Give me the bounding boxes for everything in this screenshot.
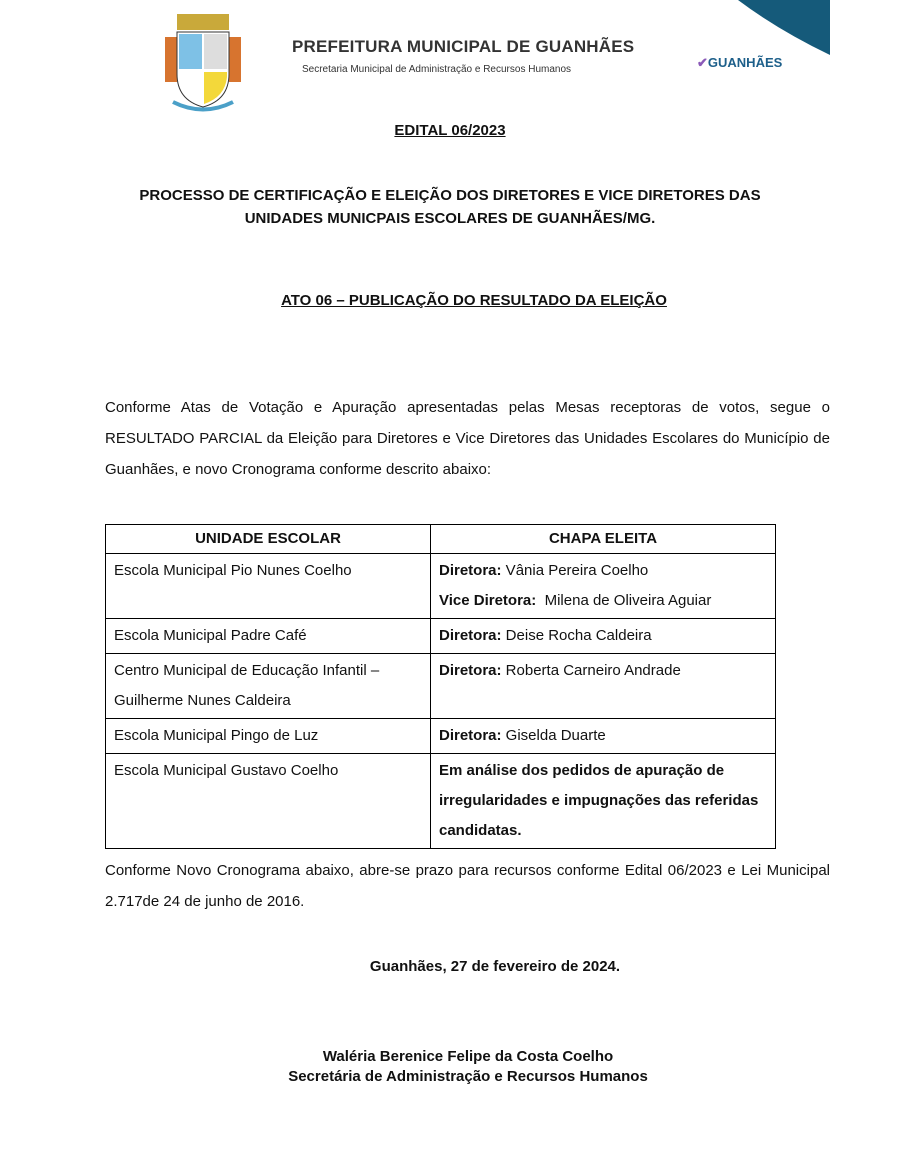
process-title-1: PROCESSO DE CERTIFICAÇÃO E ELEIÇÃO DOS DIRETORES E VICE DIRETORES DAS xyxy=(139,187,761,204)
process-title-2: UNIDADES MUNICPAIS ESCOLARES DE GUANHÃES/MG. xyxy=(244,210,656,227)
candidate-line xyxy=(439,621,767,651)
corner-decoration xyxy=(738,0,833,57)
elected-slate xyxy=(431,619,776,654)
candidate-line xyxy=(439,721,767,751)
ato-title: ATO 06 – PUBLICAÇÃO DO RESULTADO DA ELEIÇÃO xyxy=(281,292,667,309)
candidate-line xyxy=(439,586,767,616)
results-table xyxy=(105,524,776,849)
col-header: UNIDADE ESCOLAR xyxy=(106,525,431,554)
candidate-name: Roberta Carneiro Andrade xyxy=(501,662,681,679)
closing-paragraph: Conforme Novo Cronograma abaixo, abre-se prazo para recursos conforme Edital 06/2023 e Lei Municipal 2.717de 24 de junho de 2016. xyxy=(105,862,830,910)
school-unit: Centro Municipal de Educação Infantil – Guilherme Nunes Caldeira xyxy=(106,654,431,719)
table-row xyxy=(106,654,776,719)
signature-name: Waléria Berenice Felipe da Costa Coelho xyxy=(322,1048,614,1065)
intro-paragraph: Conforme Atas de Votação e Apuração apresentadas pelas Mesas receptoras de votos, segue o RESULTADO PARCIAL da Eleição para Diretores e Vice Diretores das Unidades Escolares do Município de Guanhães, e novo Cronograma conforme descrito abaixo: xyxy=(105,399,830,478)
candidate-name: Deise Rocha Caldeira xyxy=(501,627,652,644)
role-label: Diretora: xyxy=(439,562,502,579)
role-label: Diretora: xyxy=(439,627,502,644)
candidate-line xyxy=(439,656,767,686)
school-unit: Escola Municipal Pingo de Luz xyxy=(106,719,431,754)
school-unit: Escola Municipal Gustavo Coelho xyxy=(106,754,431,849)
role-label: Vice Diretora: xyxy=(439,592,537,609)
table-row xyxy=(106,619,776,654)
header-subtitle: Secretaria Municipal de Administração e Recursos Humanos xyxy=(302,64,572,75)
date-line: Guanhães, 27 de fevereiro de 2024. xyxy=(369,958,621,975)
table-row xyxy=(106,754,776,849)
school-unit: Escola Municipal Pio Nunes Coelho xyxy=(106,554,431,619)
role-label: Diretora: xyxy=(439,662,502,679)
elected-slate xyxy=(431,654,776,719)
edital-number: EDITAL 06/2023 xyxy=(394,122,506,139)
signature-role: Secretária de Administração e Recursos Humanos xyxy=(288,1068,648,1085)
school-unit: Escola Municipal Padre Café xyxy=(106,619,431,654)
analysis-note: Em análise dos pedidos de apuração de irregularidades e impugnações das referidas candidatas. xyxy=(439,762,759,839)
coat-of-arms-logo xyxy=(163,12,243,112)
candidate-name: Milena de Oliveira Aguiar xyxy=(536,592,712,609)
candidate-line xyxy=(439,556,767,586)
elected-slate xyxy=(431,754,776,849)
table-row xyxy=(106,719,776,754)
header-title: PREFEITURA MUNICIPAL DE GUANHÃES xyxy=(292,37,635,56)
role-label: Diretora: xyxy=(439,727,502,744)
guanhaes-logo: ✔GUANHÃES xyxy=(697,55,783,70)
elected-slate xyxy=(431,554,776,619)
candidate-name: Vânia Pereira Coelho xyxy=(501,562,649,579)
elected-slate xyxy=(431,719,776,754)
col-header: CHAPA ELEITA xyxy=(431,525,776,554)
candidate-name: Giselda Duarte xyxy=(501,727,606,744)
table-row xyxy=(106,554,776,619)
